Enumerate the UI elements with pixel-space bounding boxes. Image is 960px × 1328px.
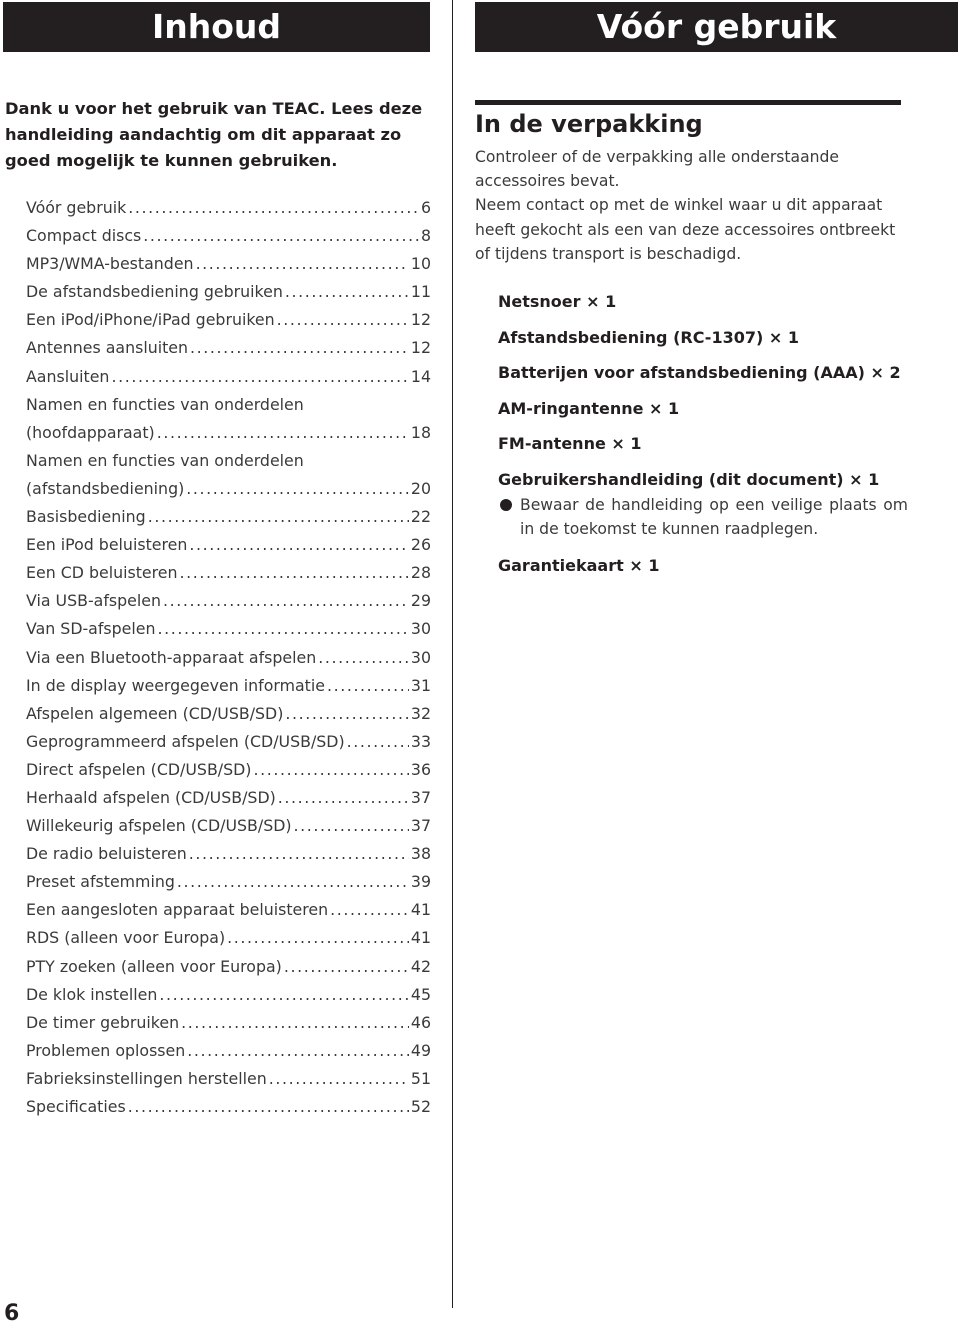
toc-entry[interactable]	[26, 615, 431, 643]
dot-leader	[111, 363, 408, 391]
page-title-inhoud: Inhoud	[3, 2, 430, 52]
toc-entry-label: Direct afspelen (CD/USB/SD)	[26, 759, 252, 779]
toc-entry-label: Antennes aansluiten	[26, 338, 189, 358]
dot-leader	[284, 953, 409, 981]
toc-entry-label: Aansluiten	[26, 366, 110, 386]
toc-entry-label: (hoofdapparaat)	[26, 422, 155, 442]
toc-entry-page: 37	[410, 816, 431, 836]
toc-entry[interactable]	[26, 896, 431, 924]
toc-entry[interactable]	[26, 868, 431, 896]
toc-entry[interactable]	[26, 672, 431, 700]
dot-leader	[128, 1093, 409, 1121]
toc-entry-label: Geprogrammeerd afspelen (CD/USB/SD)	[26, 731, 345, 751]
toc-entry-page: 12	[410, 338, 431, 358]
toc-entry[interactable]	[26, 587, 431, 615]
toc-entry-page: 41	[410, 928, 431, 948]
toc-entry-page: 30	[410, 619, 431, 639]
toc-entry[interactable]	[26, 250, 431, 278]
toc-entry-label: De klok instellen	[26, 984, 158, 1004]
toc-entry-label: Namen en functies van onderdelen	[26, 394, 304, 414]
dot-leader	[285, 700, 409, 728]
accessory-item: Netsnoer × 1	[498, 292, 617, 311]
section-paragraph: Neem contact op met de winkel waar u dit apparaat heeft gekocht als een van deze accessoires ontbreekt of tijdens transport is beschadigd.	[475, 196, 896, 263]
dot-leader	[143, 222, 419, 250]
dot-leader	[318, 644, 409, 672]
toc-entry-label: RDS (alleen voor Europa)	[26, 928, 226, 948]
dot-leader	[157, 419, 409, 447]
toc-entry[interactable]	[26, 756, 431, 784]
toc-entry-label: De afstandsbediening gebruiken	[26, 282, 283, 302]
toc-entry-label: Namen en functies van onderdelen	[26, 450, 304, 470]
accessory-item: Gebruikershandleiding (dit document) × 1	[498, 469, 880, 489]
toc-entry-page: 26	[410, 535, 431, 555]
dot-leader	[163, 587, 409, 615]
toc-entry-page: 33	[410, 731, 431, 751]
toc-entry-label: Via een Bluetooth-apparaat afspelen	[26, 647, 317, 667]
accessory-item: Garantiekaart × 1	[498, 555, 660, 575]
accessory-item: Afstandsbediening (RC-1307) × 1	[498, 327, 799, 347]
toc-entry-page: 31	[410, 675, 431, 695]
dot-leader	[189, 840, 409, 868]
toc-entry-page: 49	[410, 1040, 431, 1060]
toc-entry-page: 22	[410, 507, 431, 527]
section-rule	[475, 100, 901, 105]
toc-entry-page: 29	[410, 591, 431, 611]
toc-entry-label: De timer gebruiken	[26, 1012, 180, 1032]
toc-entry[interactable]	[26, 363, 431, 391]
toc-entry-label: Een iPod beluisteren	[26, 535, 188, 555]
toc-entry[interactable]	[26, 812, 431, 840]
toc-entry-label: Compact discs	[26, 226, 142, 246]
toc-entry[interactable]	[26, 1037, 431, 1065]
toc-entry[interactable]	[26, 447, 431, 475]
toc-entry-page: 32	[410, 703, 431, 723]
page-title-voor-gebruik: Vóór gebruik	[475, 2, 958, 52]
section-body	[475, 145, 907, 266]
toc-entry[interactable]	[26, 784, 431, 812]
toc-entry[interactable]	[26, 222, 431, 250]
accessory-note	[498, 493, 908, 542]
toc-entry-label: Willekeurig afspelen (CD/USB/SD)	[26, 816, 292, 836]
toc-entry-page: 45	[410, 984, 431, 1004]
dot-leader	[330, 896, 409, 924]
dot-leader	[294, 812, 409, 840]
dot-leader	[196, 250, 409, 278]
dot-leader	[180, 559, 409, 587]
dot-leader	[269, 1065, 409, 1093]
toc-entry[interactable]	[26, 700, 431, 728]
toc-entry-label: Herhaald afspelen (CD/USB/SD)	[26, 787, 276, 807]
dot-leader	[347, 728, 409, 756]
toc-entry-page: 37	[410, 787, 431, 807]
accessory-item: FM-antenne × 1	[498, 434, 642, 454]
toc-entry-page: 42	[410, 956, 431, 976]
toc-entry[interactable]	[26, 306, 431, 334]
toc-entry-label: Specificaties	[26, 1097, 126, 1116]
toc-entry-page: 52	[410, 1097, 431, 1116]
toc-entry-label: Een aangesloten apparaat beluisteren	[26, 900, 329, 920]
toc-entry-page: 28	[410, 563, 431, 583]
toc-entry-label: In de display weergegeven informatie	[26, 675, 325, 695]
toc-entry[interactable]	[26, 644, 431, 672]
table-of-contents	[26, 194, 431, 1121]
dot-leader	[187, 1037, 409, 1065]
toc-entry[interactable]	[26, 531, 431, 559]
toc-entry-page: 30	[410, 647, 431, 667]
toc-entry[interactable]	[26, 559, 431, 587]
accessory-note-text: Bewaar de handleiding op een veilige plaats om in de toekomst te kunnen raadplegen.	[520, 495, 908, 539]
toc-entry-label: Via USB-afspelen	[26, 591, 162, 611]
toc-entry[interactable]	[26, 194, 431, 222]
dot-leader	[189, 531, 409, 559]
toc-entry-label: Een iPod/iPhone/iPad gebruiken	[26, 310, 275, 330]
toc-entry[interactable]	[26, 1065, 431, 1093]
accessory-list	[498, 290, 908, 589]
section-title: In de verpakking	[475, 110, 703, 138]
toc-entry-label: MP3/WMA-bestanden	[26, 254, 194, 274]
dot-leader	[253, 756, 408, 784]
toc-entry-page: 10	[410, 254, 431, 274]
dot-leader	[190, 334, 409, 362]
accessory-item: Batterijen voor afstandsbediening (AAA) × 2	[498, 363, 901, 383]
dot-leader	[128, 194, 419, 222]
toc-entry-label: Vóór gebruik	[26, 198, 127, 217]
toc-entry-page: 20	[410, 478, 431, 498]
toc-entry[interactable]	[26, 840, 431, 868]
toc-entry-page: 18	[410, 422, 431, 442]
dot-leader	[278, 784, 409, 812]
toc-entry[interactable]	[26, 475, 431, 503]
toc-entry-page: 36	[410, 759, 431, 779]
column-divider	[452, 0, 453, 1308]
dot-leader	[227, 924, 409, 952]
toc-entry-page: 51	[410, 1068, 431, 1088]
dot-leader	[177, 868, 409, 896]
dot-leader	[148, 503, 409, 531]
toc-entry-label: Een CD beluisteren	[26, 563, 178, 583]
dot-leader	[186, 475, 409, 503]
toc-entry[interactable]	[26, 728, 431, 756]
dot-leader	[277, 306, 409, 334]
toc-entry-page: 11	[410, 282, 431, 302]
accessory-item: AM-ringantenne × 1	[498, 398, 680, 418]
toc-entry-page: 38	[410, 844, 431, 864]
bullet-icon	[500, 499, 512, 511]
toc-entry-label: Basisbediening	[26, 507, 146, 527]
page-number: 6	[4, 1301, 20, 1326]
toc-entry-page: 14	[410, 366, 431, 386]
toc-entry[interactable]	[26, 419, 431, 447]
toc-entry[interactable]	[26, 1009, 431, 1037]
toc-entry[interactable]	[26, 334, 431, 362]
toc-entry-page: 6	[420, 198, 431, 217]
toc-entry[interactable]	[26, 924, 431, 952]
dot-leader	[159, 981, 409, 1009]
toc-entry-page: 41	[410, 900, 431, 920]
toc-entry-label: Preset afstemming	[26, 872, 175, 892]
dot-leader	[158, 615, 409, 643]
toc-entry[interactable]	[26, 503, 431, 531]
toc-entry-label: (afstandsbediening)	[26, 478, 185, 498]
toc-entry[interactable]	[26, 391, 431, 419]
toc-entry-label: Afspelen algemeen (CD/USB/SD)	[26, 703, 284, 723]
toc-entry-page: 39	[410, 872, 431, 892]
dot-leader	[285, 278, 409, 306]
toc-entry-label: De radio beluisteren	[26, 844, 187, 864]
section-paragraph: Controleer of de verpakking alle onderstaande accessoires bevat.	[475, 148, 840, 191]
toc-entry-label: Van SD-afspelen	[26, 619, 156, 639]
toc-entry[interactable]	[26, 278, 431, 306]
toc-entry-page: 12	[410, 310, 431, 330]
toc-entry-page: 46	[410, 1012, 431, 1032]
toc-entry-label: Fabrieksinstellingen herstellen	[26, 1068, 267, 1088]
dot-leader	[327, 672, 409, 700]
toc-entry[interactable]	[26, 1093, 431, 1121]
toc-entry-label: PTY zoeken (alleen voor Europa)	[26, 956, 282, 976]
toc-entry-page: 8	[420, 226, 431, 246]
toc-entry[interactable]	[26, 981, 431, 1009]
toc-entry-label: Problemen oplossen	[26, 1040, 186, 1060]
dot-leader	[181, 1009, 409, 1037]
toc-entry[interactable]	[26, 953, 431, 981]
intro-text: Dank u voor het gebruik van TEAC. Lees deze handleiding aandachtig om dit apparaat zo goed mogelijk te kunnen gebruiken.	[5, 99, 423, 170]
